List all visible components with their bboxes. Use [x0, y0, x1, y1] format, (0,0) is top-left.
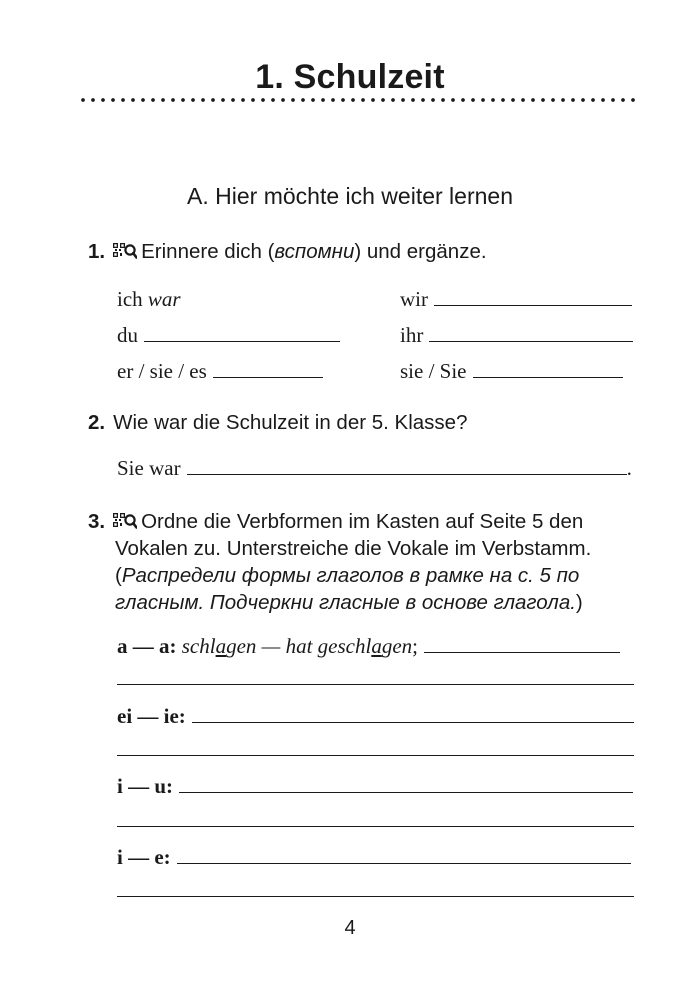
- hint-text: Распредели формы глаголов в рамке на с. 5 по: [121, 564, 580, 587]
- answer-end: .: [626, 456, 632, 480]
- conjugation-row-er-sie-es: [117, 359, 323, 384]
- page-number: 4: [344, 917, 356, 939]
- pronoun-label: sie / Sie: [400, 359, 467, 383]
- task-3-hint-line-1: [88, 562, 591, 589]
- writing-line[interactable]: [117, 684, 634, 685]
- answer-blank[interactable]: [434, 304, 632, 306]
- hint-open-paren: (: [115, 564, 122, 587]
- vowel-group-label: a — a:: [117, 634, 177, 658]
- vowel-group-a-a: [117, 634, 620, 659]
- chapter-title: 1. Schulzeit: [255, 58, 445, 96]
- task-3-number: 3.: [88, 510, 106, 533]
- task-1-number: 1.: [88, 240, 106, 263]
- answer-example: war: [147, 287, 181, 311]
- task-3-hint-line-2: [88, 589, 591, 616]
- task-2-answer-row: [117, 456, 632, 481]
- answer-blank[interactable]: [177, 862, 631, 864]
- conjugation-row-ich: [117, 287, 181, 312]
- conjugation-row-ihr: [400, 323, 633, 348]
- conjugation-row-du: [117, 323, 340, 348]
- answer-blank[interactable]: [187, 473, 627, 475]
- example-part: gen: [381, 634, 413, 658]
- task-3-text-line-1: Ordne die Verbformen im Kasten auf Seite 5 den: [141, 510, 584, 533]
- example-part: schl: [181, 634, 216, 658]
- task-1-hint: вспомни: [274, 240, 355, 263]
- underlined-vowel: a: [215, 634, 227, 658]
- pronoun-label: wir: [400, 287, 428, 311]
- answer-blank[interactable]: [192, 721, 634, 723]
- answer-blank[interactable]: [424, 651, 620, 653]
- example-part: gen — hat geschl: [226, 634, 372, 658]
- writing-line[interactable]: [117, 826, 634, 827]
- answer-blank[interactable]: [144, 340, 340, 342]
- vowel-group-ei-ie: [117, 704, 634, 729]
- hint-close-paren: ): [575, 591, 583, 614]
- vowel-group-label: ei — ie:: [117, 704, 186, 728]
- task-3-instruction: [88, 508, 591, 616]
- task-1-instruction: [88, 238, 487, 265]
- task-2-number: 2.: [88, 411, 106, 434]
- pronoun-label: er / sie / es: [117, 359, 207, 383]
- task-3-text-line-2: Vokalen zu. Unterstreiche die Vokale im Verbstamm.: [115, 537, 592, 560]
- example-end: ;: [412, 634, 418, 658]
- answer-prefix: Sie war: [117, 456, 181, 480]
- answer-blank[interactable]: [179, 791, 633, 793]
- answer-blank[interactable]: [473, 376, 623, 378]
- section-heading: A. Hier möchte ich weiter lernen: [187, 183, 513, 209]
- vowel-group-label: i — e:: [117, 845, 171, 869]
- writing-line[interactable]: [117, 896, 634, 897]
- task-2-instruction: [88, 409, 467, 436]
- task-2-text: Wie war die Schulzeit in der 5. Klasse?: [113, 411, 468, 434]
- pronoun-label: du: [117, 323, 138, 347]
- pronoun-label: ich: [117, 287, 143, 311]
- underlined-vowel: a: [371, 634, 382, 658]
- answer-blank[interactable]: [429, 340, 633, 342]
- answer-blank[interactable]: [213, 376, 323, 378]
- conjugation-row-sie-Sie: [400, 359, 623, 384]
- conjugation-row-wir: [400, 287, 632, 312]
- dotted-divider: [78, 97, 638, 103]
- vowel-group-i-u: [117, 774, 633, 799]
- example-answer: [182, 634, 412, 659]
- vowel-group-i-e: [117, 845, 631, 870]
- qr-magnifier-icon: [113, 512, 137, 530]
- qr-magnifier-icon: [113, 242, 137, 260]
- vowel-group-label: i — u:: [117, 774, 174, 798]
- task-1-text-after: ) und ergänze.: [354, 240, 487, 263]
- hint-text: гласным. Подчеркни гласные в основе глагола.: [115, 591, 576, 614]
- pronoun-label: ihr: [400, 323, 424, 347]
- writing-line[interactable]: [117, 755, 634, 756]
- task-1-text-before: Erinnere dich (: [141, 240, 275, 263]
